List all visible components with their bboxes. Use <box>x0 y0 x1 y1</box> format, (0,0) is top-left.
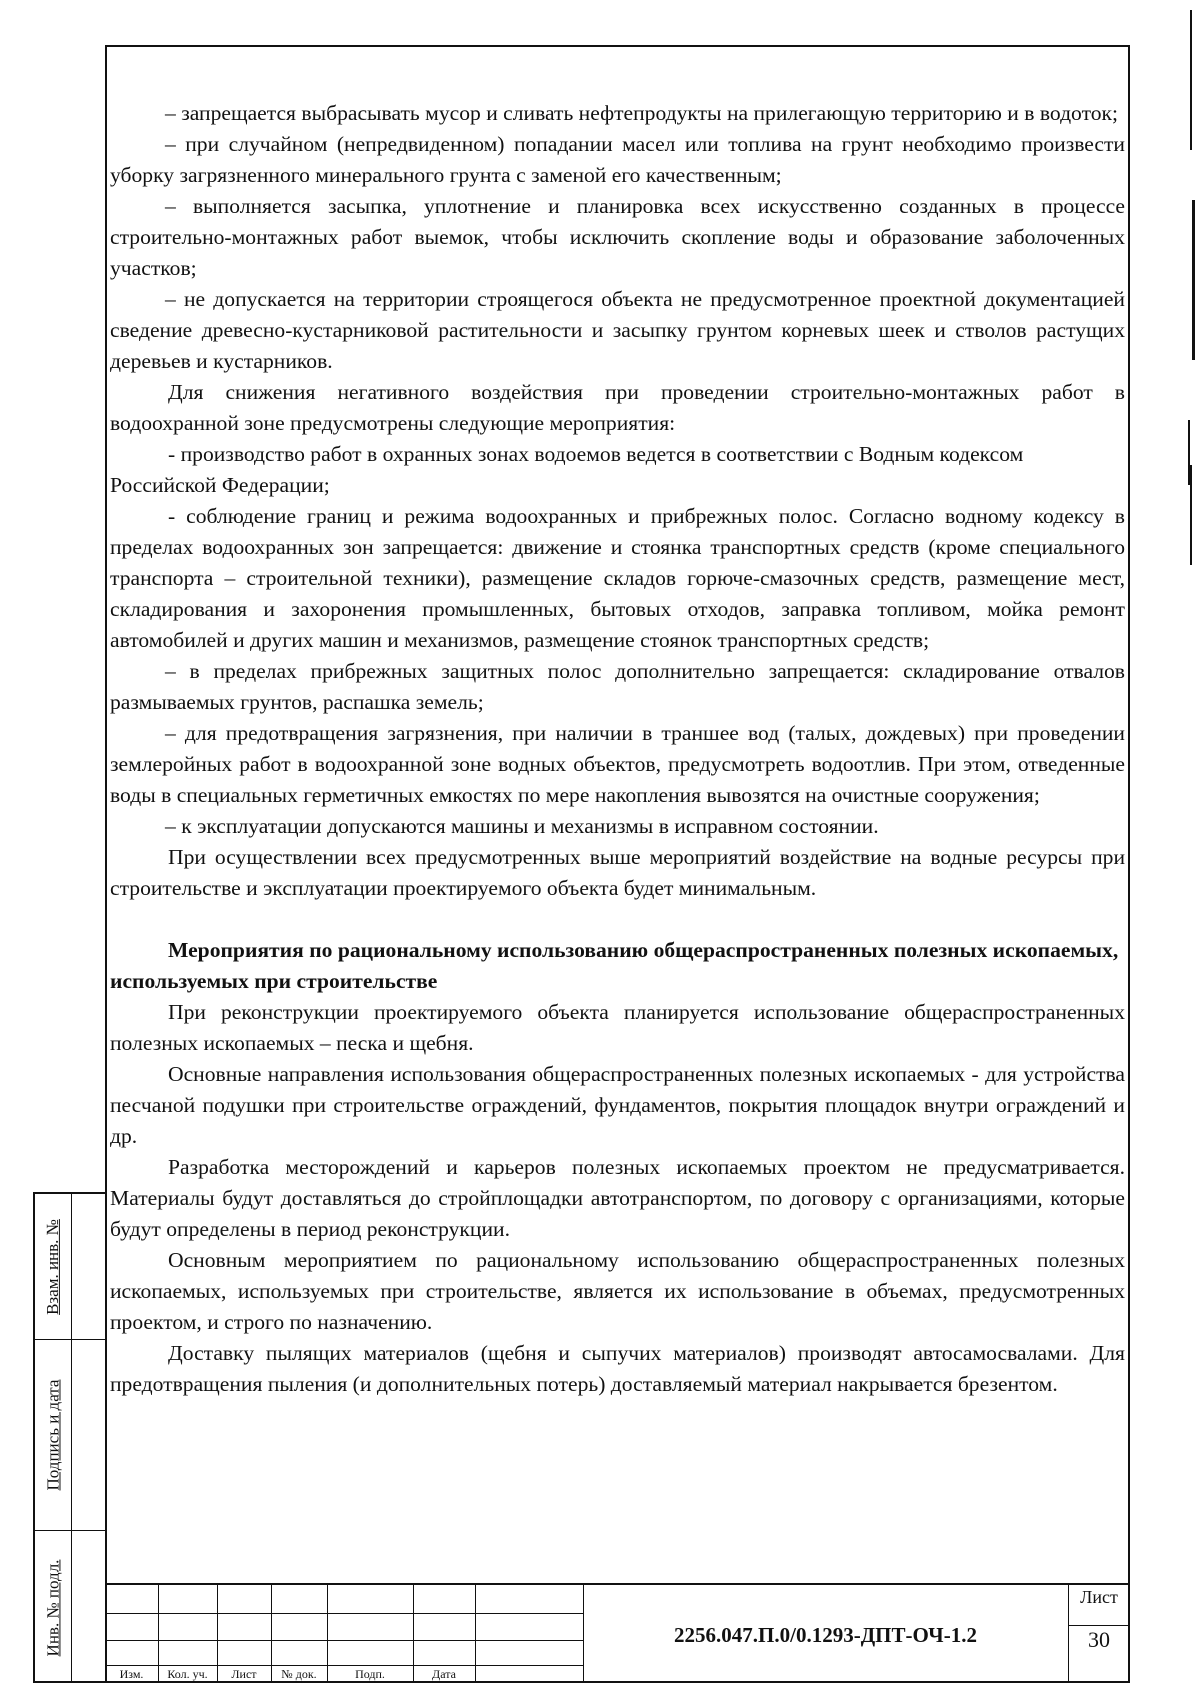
paragraph: Основные направления использования общераспространенных полезных ископаемых - для устройства песчаной подушки при строительстве ограждений, фундаментов, покрытия площадок внутри ограждений и др. <box>110 1062 1125 1148</box>
col-data-label: Дата <box>432 1667 456 1681</box>
edge-mark <box>1192 200 1195 360</box>
paragraph: – не допускается на территории строящегося объекта не предусмотренное проектной документацией сведение древесно-кустарниковой растительности и засыпку грунтом корневых шеек и стволов растущих деревьев и кустарников. <box>110 287 1125 373</box>
col-list-label: Лист <box>231 1667 257 1681</box>
document-body <box>110 98 1125 1400</box>
side-stamp-label-podpis: Подпись и дата <box>43 1379 62 1490</box>
paragraph: – для предотвращения загрязнения, при наличии в траншее вод (талых, дождевых) при проведении землеройных работ в водоохранной зоне водных объектов, предусмотреть водоотлив. При этом, отведенные воды в специальных герметичных емкостях по мере накопления вывозятся на очистные сооружения; <box>110 721 1125 807</box>
title-block-line <box>1068 1625 1130 1626</box>
col-podp-label: Подп. <box>355 1667 385 1681</box>
title-block <box>105 1583 1130 1683</box>
paragraph: При осуществлении всех предусмотренных выше мероприятий воздействие на водные ресурсы при строительстве и эксплуатации проектируемого объекта будет минимальным. <box>110 845 1125 900</box>
paragraph: Доставку пылящих материалов (щебня и сыпучих материалов) производят автосамосвалами. Для предотвращения пыления (и дополнительных потерь) доставляемый материал накрывается брезентом. <box>110 1341 1125 1396</box>
sheet-label: Лист <box>1080 1587 1118 1607</box>
title-block-line <box>105 1613 583 1614</box>
col-ndok-label: № док. <box>281 1667 317 1681</box>
title-block-line <box>105 1665 583 1666</box>
section-heading: Мероприятия по рациональному использованию общераспространенных полезных ископаемых, используемых при строительстве <box>110 938 1119 993</box>
paragraph: – в пределах прибрежных защитных полос дополнительно запрещается: складирование отвалов размываемых грунтов, распашка земель; <box>110 659 1125 714</box>
title-block-line <box>105 1640 583 1641</box>
sheet-number: 30 <box>1088 1627 1110 1652</box>
document-code: 2256.047.П.0/0.1293-ДПТ-ОЧ-1.2 <box>674 1622 977 1647</box>
paragraph: – при случайном (непредвиденном) попадании масел или топлива на грунт необходимо произвести уборку загрязненного минерального грунта с заменой его качественным; <box>110 132 1125 187</box>
side-stamp-label-vzam: Взам. инв. № <box>43 1218 62 1315</box>
col-izm-label: Изм. <box>119 1667 144 1681</box>
col-kol-label: Кол. уч. <box>167 1667 208 1681</box>
paragraph: – запрещается выбрасывать мусор и сливать нефтепродукты на прилегающую территорию и в водоток; <box>165 101 1119 125</box>
paragraph: При реконструкции проектируемого объекта планируется использование общераспространенных полезных ископаемых – песка и щебня. <box>110 1000 1125 1055</box>
paragraph: Для снижения негативного воздействия при проведении строительно-монтажных работ в водоохранной зоне предусмотрены следующие мероприятия: <box>110 380 1125 435</box>
side-stamp <box>33 1192 105 1683</box>
edge-mark <box>1190 10 1192 150</box>
edge-mark <box>1190 465 1192 565</box>
paragraph: – выполняется засыпка, уплотнение и планировка всех искусственно созданных в процессе строительно-монтажных работ выемок, чтобы исключить скопление воды и образование заболоченных участков; <box>110 194 1125 280</box>
side-stamp-label-inv: Инв. № подл. <box>43 1559 62 1656</box>
paragraph: Основным мероприятием по рациональному использованию общераспространенных полезных ископаемых, используемых при строительстве, является их использование в объемах, предусмотренных проектом, и строго по назначению. <box>110 1248 1125 1334</box>
title-block-line <box>475 1585 476 1683</box>
paragraph: – к эксплуатации допускаются машины и механизмы в исправном состоянии. <box>165 814 879 838</box>
paragraph: - производство работ в охранных зонах водоемов ведется в соответствии с Водным кодексом Российской Федерации; <box>110 442 1024 497</box>
paragraph: Разработка месторождений и карьеров полезных ископаемых проектом не предусматривается. Материалы будут доставляться до стройплощадки автотранспортом, по договору с организациями, которые будут определены в период реконструкции. <box>110 1155 1125 1241</box>
paragraph: - соблюдение границ и режима водоохранных и прибрежных полос. Согласно водному кодексу в пределах водоохранных зон запрещается: движение и стоянка транспортных средств (кроме специального транспорта – строительной техники), размещение складов горюче-смазочных средств, размещение мест, складирования и захоронения промышленных, бытовых отходов, заправка топливом, мойка ремонт автомобилей и других машин и механизмов, размещение стоянок транспортных средств; <box>110 504 1125 652</box>
